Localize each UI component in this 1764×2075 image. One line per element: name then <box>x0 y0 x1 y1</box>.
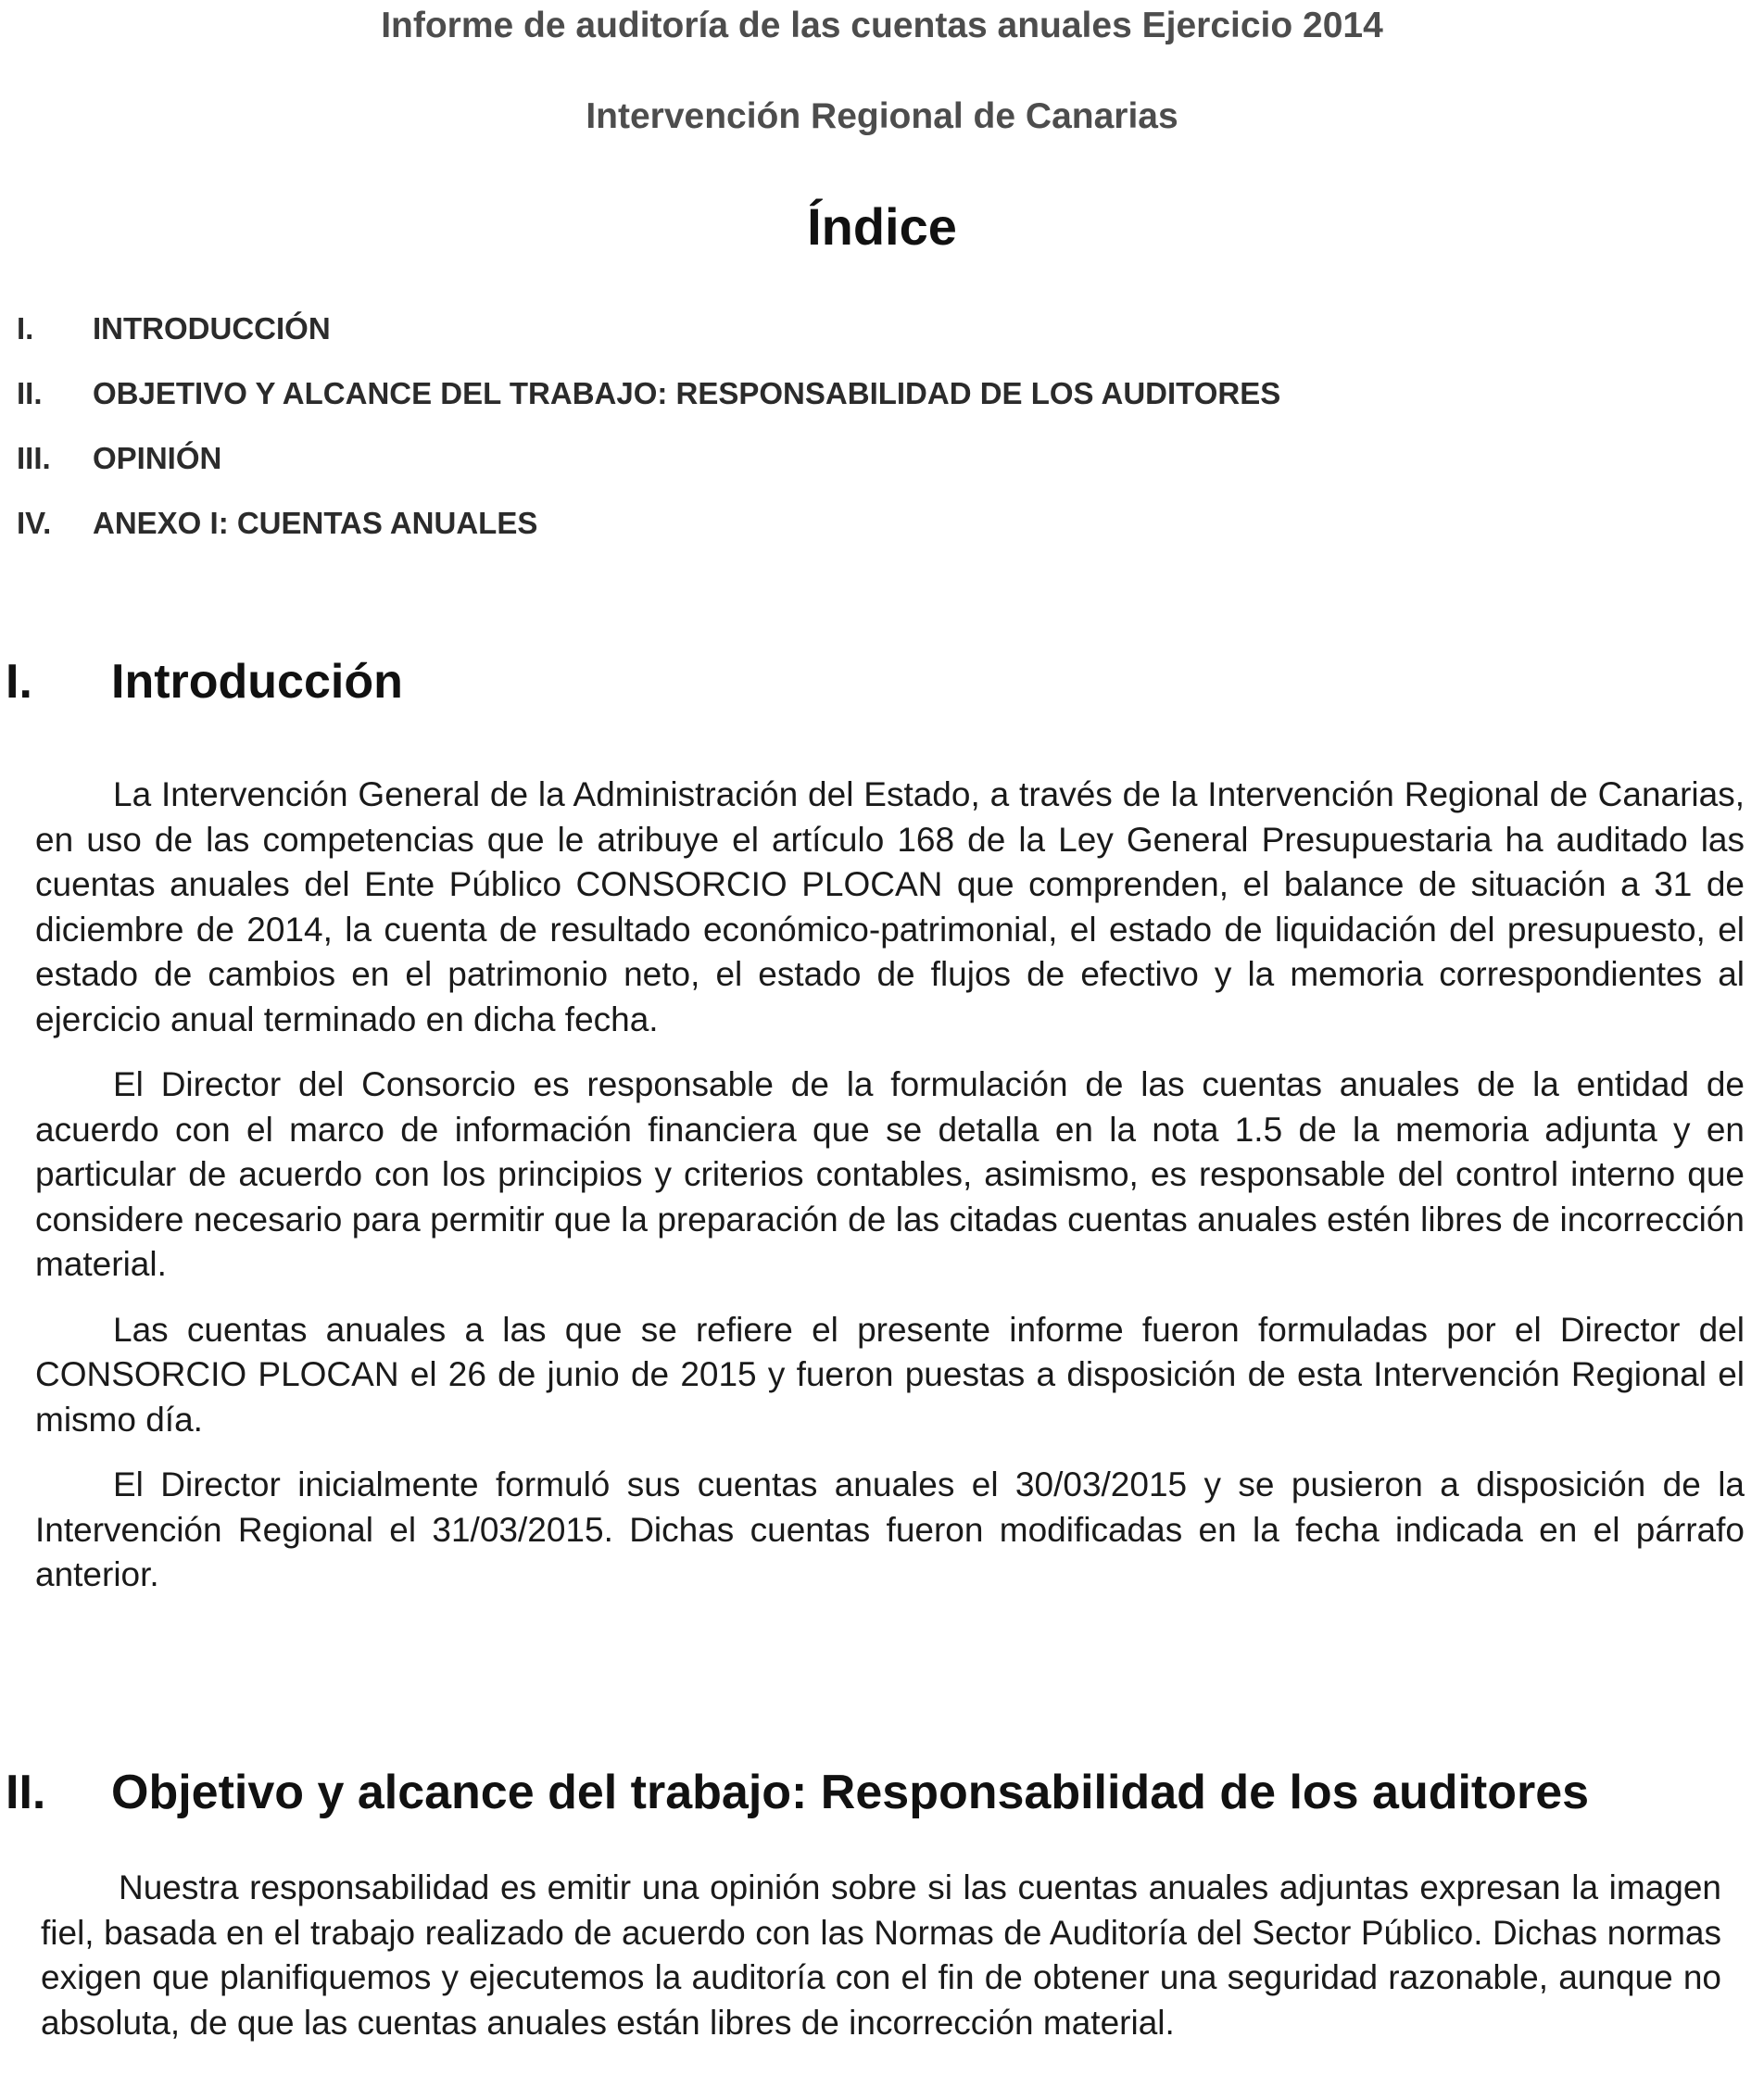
toc-item-label: INTRODUCCIÓN <box>93 311 331 346</box>
paragraph: Las cuentas anuales a las que se refiere el presente informe fueron formuladas por el Director del CONSORCIO PLOCAN el 26 de junio de 2015 y fueron puestas a disposición de esta Intervención Regional el mismo día. <box>35 1310 1745 1439</box>
toc-item-label: OBJETIVO Y ALCANCE DEL TRABAJO: RESPONSABILIDAD DE LOS AUDITORES <box>93 376 1281 410</box>
introduccion-body <box>35 773 1745 1618</box>
toc-item-number: IV. <box>17 506 52 540</box>
document-title: Informe de auditoría de las cuentas anuales Ejercicio 2014 <box>381 6 1383 45</box>
toc-item-anexo[interactable] <box>0 506 1390 571</box>
paragraph: La Intervención General de la Administración del Estado, a través de la Intervención Regional de Canarias, en uso de las competencias que le atribuye el artículo 168 de la Ley General Presupuestaria ha auditado las cuentas anuales del Ente Público CONSORCIO PLOCAN que comprenden, el balance de situación a 31 de diciembre de 2014, la cuenta de resultado económico-patrimonial, el estado de liquidación del presupuesto, el estado de cambios en el patrimonio neto, el estado de flujos de efectivo y la memoria correspondientes al ejercicio anual terminado en dicha fecha. <box>35 775 1745 1038</box>
document-subtitle: Intervención Regional de Canarias <box>586 96 1178 136</box>
toc-item-label: OPINIÓN <box>93 441 222 475</box>
toc-item-introduccion[interactable] <box>0 311 1390 376</box>
toc-item-opinion[interactable] <box>0 441 1390 506</box>
toc-item-number: I. <box>17 311 34 346</box>
objetivo-body <box>41 1866 1721 2066</box>
section-title: Introducción <box>111 655 403 709</box>
toc-item-number: II. <box>17 376 43 410</box>
paragraph: El Director inicialmente formuló sus cuentas anuales el 30/03/2015 y se pusieron a disposición de la Intervención Regional el 31/03/2015. Dichas cuentas fueron modificadas en la fecha indicada en el párrafo anterior. <box>35 1465 1745 1593</box>
paragraph: Nuestra responsabilidad es emitir una opinión sobre si las cuentas anuales adjuntas expresan la imagen fiel, basada en el trabajo realizado de acuerdo con las Normas de Auditoría del Sector Público. Dichas normas exigen que planifiquemos y ejecutemos la auditoría con el fin de obtener una seguridad razonable, aunque no absoluta, de que las cuentas anuales están libres de incorrección material. <box>41 1868 1721 2042</box>
toc-item-objetivo[interactable] <box>0 376 1390 441</box>
toc-item-number: III. <box>17 441 51 475</box>
table-of-contents <box>0 311 1390 571</box>
section-number: II. <box>6 1766 46 1819</box>
section-number: I. <box>6 655 32 709</box>
section-title: Objetivo y alcance del trabajo: Responsabilidad de los auditores <box>111 1766 1590 1819</box>
paragraph: El Director del Consorcio es responsable de la formulación de las cuentas anuales de la entidad de acuerdo con el marco de información financiera que se detalla en la nota 1.5 de la memoria adjunta y en particular de acuerdo con los principios y criterios contables, asimismo, es responsable del control interno que considere necesario para permitir que la preparación de las citadas cuentas anuales estén libres de incorrección material. <box>35 1065 1745 1283</box>
index-heading: Índice <box>807 197 957 256</box>
toc-item-label: ANEXO I: CUENTAS ANUALES <box>93 506 538 540</box>
